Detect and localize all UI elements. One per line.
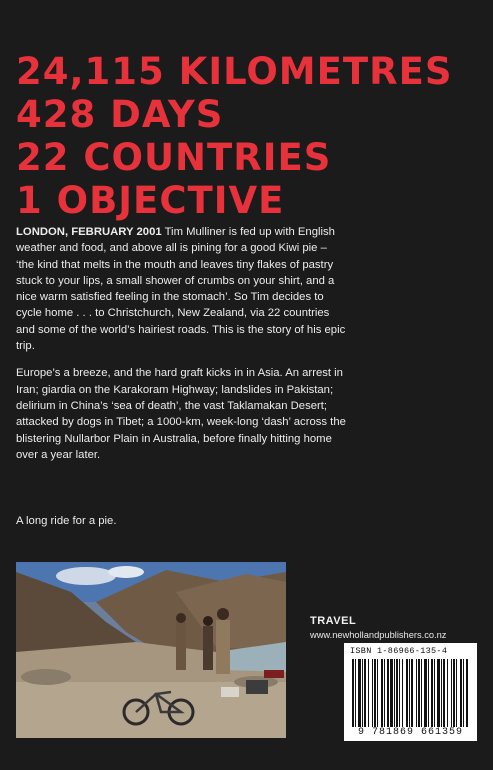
barcode-bar [424, 659, 427, 727]
barcode-bar [406, 659, 408, 727]
headline-line-objective: 1 OBJECTIVE [16, 179, 285, 222]
barcode-bar [409, 659, 410, 727]
blurb-paragraph-2: Europe’s a breeze, and the hard graft kicks in in Asia. An arrest in Iran; giardia on the Karakoram Highway; landslides in Pakistan; delirium in China’s ‘sea of death’, the vast Taklamakan Desert; attacked by dogs in Tibet; a 1000-km, week-long ‘dash’ across the blistering Nullarbor Plain in Australia, before finally hitting home over a year later. [16, 367, 346, 461]
barcode-bar [362, 659, 363, 727]
barcode-bar [443, 659, 445, 727]
barcode-bar [384, 659, 385, 727]
blurb [16, 224, 346, 474]
barcode-bar [399, 659, 400, 727]
barcode-bar [441, 659, 442, 727]
headline-line-days: 428 DAYS [16, 93, 224, 136]
headline [16, 50, 476, 222]
barcode [344, 643, 477, 741]
category-label: TRAVEL [310, 615, 357, 627]
barcode-bar [416, 659, 417, 727]
barcode-bar [411, 659, 413, 727]
headline-line-countries: 22 COUNTRIES [16, 136, 332, 179]
isbn-text: ISBN 1-86966-135-4 [350, 646, 448, 656]
barcode-bar [355, 659, 356, 727]
barcode-bar [421, 659, 422, 727]
barcode-bar [451, 659, 452, 727]
barcode-bar [437, 659, 440, 727]
cover-photo [16, 562, 286, 738]
headline-line-distance: 24,115 KILOMETRES [16, 50, 453, 93]
photo-illustration [16, 562, 286, 738]
barcode-bar [460, 659, 462, 727]
barcode-bar [431, 659, 433, 727]
barcode-bar [453, 659, 455, 727]
barcode-bar [364, 659, 366, 727]
barcode-bar [456, 659, 457, 727]
barcode-bar [402, 659, 403, 727]
barcode-bar [466, 659, 468, 727]
barcode-bar [381, 659, 383, 727]
barcode-bar [372, 659, 373, 727]
barcode-bar [447, 659, 448, 727]
publisher-url: www.newhollandpublishers.co.nz [310, 630, 447, 640]
barcode-bars [352, 659, 469, 727]
barcode-bar [434, 659, 435, 727]
barcode-bar [394, 659, 395, 727]
barcode-bar [396, 659, 398, 727]
barcode-bar [387, 659, 389, 727]
ean-digits: 9 781869 661359 [357, 727, 463, 738]
barcode-bar [428, 659, 429, 727]
tagline: A long ride for a pie. [16, 515, 117, 527]
blurb-lead: LONDON, FEBRUARY 2001 [16, 226, 162, 238]
barcode-bar [352, 659, 354, 727]
barcode-bar [374, 659, 376, 727]
barcode-bar [418, 659, 420, 727]
barcode-bar [377, 659, 378, 727]
barcode-bar [358, 659, 361, 727]
barcode-bar [368, 659, 369, 727]
barcode-bar [390, 659, 393, 727]
blurb-paragraph-1 [16, 224, 346, 354]
blurb-paragraph-1-text: Tim Mulliner is fed up with English weather and food, and above all is pining for a good Kiwi pie – ‘the kind that melts in the mouth and leaves tiny flakes of pastry stuck to your lips, a small shower of crumbs on your shirt, and a nice warm satisfied feeling in the stomach’. So Tim decides to cycle home . . . to Christchurch, New Zealand, via 22 countries and some of the world’s hairiest roads. This is the story of his epic trip. [16, 226, 346, 353]
barcode-bar [463, 659, 464, 727]
